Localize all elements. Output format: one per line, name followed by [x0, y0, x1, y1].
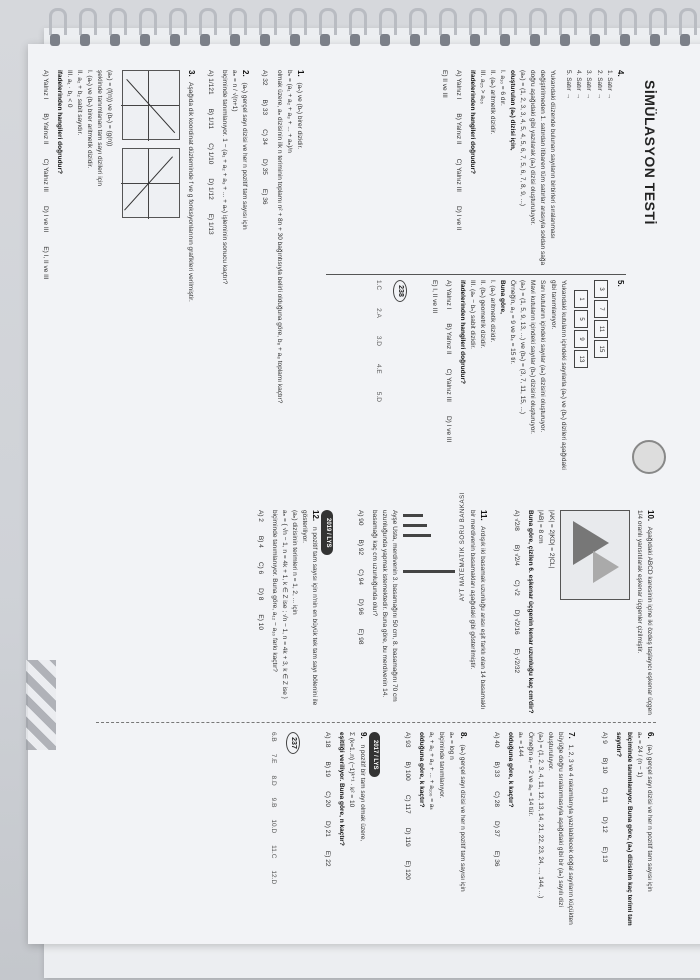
- question-number: 3.: [186, 70, 196, 77]
- statement: III. (aₙ − bₙ) sabit dizidir.: [469, 280, 477, 349]
- statement: II. (aₙ) aritmetik dizidir.: [488, 70, 496, 135]
- option-e: E) I, II ve III: [42, 246, 50, 280]
- number-box: 11: [594, 320, 608, 338]
- answer-key-item: 6.B: [269, 732, 277, 742]
- option-a: A) 9: [601, 732, 609, 744]
- question-body: eşitliği veriliyor. Buna göre, n kaçtır?: [338, 732, 346, 846]
- formula: a₁ + a₂ + a₃ + ... + a₁₀₀ = aₖ: [428, 732, 436, 811]
- spiral-ring-icon: [286, 8, 304, 48]
- rotated-book-content: [42, 60, 666, 950]
- option-d: D) 21: [324, 821, 332, 837]
- option-d: D) 12: [601, 816, 609, 833]
- answer-key: [268, 732, 278, 937]
- option-d: D) 35: [261, 159, 269, 175]
- bullet: Mavi kutuların içindeki sayılar (bₙ) dizisini oluşturuyor.: [529, 280, 537, 434]
- formula: aₙ = { √n − 1, n = 4k + 1, k ∈ Z ise ; √n − 1, n = 4k + 3, k ∈ Z ise }: [280, 510, 288, 699]
- option-a: A) √2/8: [513, 510, 521, 531]
- ladder-figure: [403, 510, 463, 600]
- spiral-ring-icon: [256, 8, 274, 48]
- answer-options: [491, 732, 501, 937]
- spiral-binding: [40, 8, 700, 52]
- exam-year-badge: 2017 / LYS: [369, 732, 380, 777]
- statement: III. a₂₅ > a₂₆: [478, 70, 486, 104]
- column-right: [268, 732, 656, 937]
- question-prompt: olduğuna göre, k kaçtır?: [417, 732, 425, 808]
- option-d: D) 8: [256, 588, 264, 601]
- spiral-ring-icon: [406, 8, 424, 48]
- question-text: 1, 2, 3 ve 4 rakamlarıyla yazılabilecek doğal sayıların küçükten büyüğe doğru sıralanmasıyla aşağıdaki gibi bir (aₙ) sayılı dizi oluşturuluyor.: [546, 732, 575, 925]
- question-number: 11.: [479, 510, 489, 521]
- example: Örneğin a₇ = 2 ve a₈ = 14 tür.: [526, 732, 534, 817]
- question-number: 2.: [241, 70, 251, 77]
- option-e: E) 22: [324, 850, 332, 867]
- page-238: [42, 60, 666, 490]
- option-d: D) I ve III: [42, 205, 50, 233]
- answer-key-item: 11.C: [269, 845, 277, 859]
- option-b: B) 10: [601, 757, 609, 774]
- option-c: C) 11: [601, 787, 609, 803]
- question-body: biçiminde tanımlanıyor. Buna göre, a₁₂ − a₁₀ farkı kaçtır?: [270, 510, 278, 672]
- formula: (aₙ) = (f(n)) ve (bₙ) = (g(n)): [106, 70, 114, 147]
- question-prompt: olduğuna göre, k kaçtır?: [506, 732, 514, 808]
- question-12: [255, 510, 333, 715]
- statement: I. (aₙ) ve (bₙ) birer aritmetik dizidir.: [86, 70, 94, 169]
- graph-f-icon: [122, 70, 180, 140]
- series-title-footer: AYT MATEMATİK SORU BANKASI: [460, 492, 466, 602]
- number-box: 9: [574, 330, 588, 348]
- column-divider: [326, 274, 626, 275]
- option-c: C) 117: [403, 794, 411, 814]
- option-b: B) 19: [324, 761, 332, 778]
- row-label: 1. Satır →: [605, 70, 613, 100]
- option-a: A) 1/121: [206, 70, 214, 95]
- statement: III. a₁ · b₁ < 0: [66, 70, 74, 108]
- option-a: A) 2: [256, 510, 264, 522]
- answer-options: [40, 70, 50, 480]
- question-6: [599, 732, 656, 937]
- formula: aₙ = log n: [448, 732, 456, 760]
- question-10: [511, 510, 656, 715]
- question-intro: Buna göre,: [499, 280, 507, 314]
- number-box: 3: [594, 280, 608, 298]
- answer-key-item: 4.E: [374, 364, 382, 374]
- formula: bₙ = (a₁ + a₂ + a₃ + ... + aₙ)/n: [285, 70, 293, 153]
- option-e: E) 36: [492, 850, 500, 867]
- statement: II. (bₙ) geometrik dizidir.: [479, 280, 487, 349]
- option-a: A) 40: [492, 732, 500, 748]
- question-11: [355, 510, 490, 715]
- option-b: B) Yalnız II: [454, 113, 462, 145]
- question-body: Yukarıdaki düzende bulunan sayıların birbirleri sıralanması değiştirilmeden 1. satırdan itibaren tüm satırlar arasıyla soldan sağa doğru aşağıdaki gibi yazılarak (aₙ) dizisi oluşturuluyor.: [529, 70, 557, 266]
- answer-options: [255, 510, 265, 715]
- answer-options: [511, 510, 521, 715]
- answer-key-item: 3.D: [374, 335, 382, 347]
- answer-key-item: 7.E: [269, 753, 277, 764]
- question-number: 6.: [646, 732, 655, 739]
- sequence-text: (aₙ) = (1, 2, 3, 4, 11, 12, 13, 14, 21, 22, 23, 24, ..., 144, ...): [536, 732, 544, 899]
- option-a: A) Yalnız I: [454, 70, 462, 100]
- spiral-ring-icon: [496, 8, 514, 48]
- answer-key-item: 9.B: [269, 797, 277, 808]
- spiral-ring-icon: [376, 8, 394, 48]
- option-d: D) 1/12: [206, 178, 214, 200]
- option-a: A) 90: [356, 510, 364, 526]
- question-number: 1.: [296, 70, 305, 77]
- option-b: B) √2/4: [513, 544, 521, 566]
- column-left: [417, 70, 626, 270]
- spiral-ring-icon: [316, 8, 334, 48]
- publisher-logo-icon: [632, 440, 666, 474]
- top-boxes: [594, 280, 608, 480]
- formula: Σ (k=1..n) (−1)ᵏ⁺¹ · k² = 10: [348, 732, 356, 808]
- option-c: C) Yalnız III: [454, 158, 462, 192]
- spiral-ring-icon: [136, 8, 154, 48]
- option-d: D) I ve III: [444, 415, 452, 443]
- question-text: Ardışık iki basamak uzunluğu arası eşit farklı olan 14 basamaklı bir merdivenin basamakları aşağıdaki gibi gösterilmiştir.: [468, 510, 487, 710]
- question-number: 12.: [311, 510, 321, 522]
- option-c: C) 20: [324, 791, 332, 807]
- option-d: D) 119: [403, 827, 411, 847]
- row-label: 4. Satır →: [575, 70, 583, 100]
- question-text: n pozitif bir tam sayı olmak üzere,: [358, 744, 366, 842]
- question-text: Aşağıdaki ABCD karesinin içine iki özdeş taşlayıcı eşkenar üçgen 1/4 oranlı yansıtılarak eşkenar üçgenler çizilmiştir.: [635, 510, 653, 715]
- option-e: E) 13: [601, 846, 609, 863]
- option-c: C) Yalnız III: [42, 158, 50, 192]
- spiral-ring-icon: [616, 8, 634, 48]
- formula: aₙ = n / √(n+1): [231, 70, 239, 112]
- question-intro: oluşturulan (aₙ) dizisi için,: [509, 70, 517, 151]
- number-box: 15: [594, 340, 608, 358]
- option-c: C) √2: [513, 579, 521, 596]
- spiral-ring-icon: [196, 8, 214, 48]
- question-number: 5.: [616, 280, 625, 287]
- question-body: Yukarıdaki kutuların içindeki sayılarla (aₙ) ve (bₙ) dizileri aşağıdaki gibi tanımlanıyor.: [549, 280, 567, 470]
- spiral-ring-icon: [346, 8, 364, 48]
- question-body: biçiminde tanımlanıyor.: [438, 732, 446, 799]
- option-b: B) Yalnız II: [42, 113, 50, 145]
- spiral-ring-icon: [106, 8, 124, 48]
- formula: |AB| = 8 cm: [537, 510, 545, 544]
- answer-key-item: 1.C: [374, 280, 382, 291]
- option-c: C) 1/10: [206, 143, 214, 165]
- answer-options: [402, 732, 412, 937]
- answer-options: [429, 280, 453, 480]
- question-prompt: ifadelerinden hangileri doğrudur?: [56, 70, 64, 175]
- statement: I. (aₙ) aritmetik dizidir.: [489, 280, 497, 343]
- answer-options: [205, 70, 215, 480]
- page-number: 238: [393, 280, 407, 302]
- answer-key-item: 2.A: [374, 308, 382, 318]
- question-4: [439, 70, 626, 270]
- option-b: B) 33: [261, 99, 269, 116]
- answer-key-item: 8.D: [269, 775, 277, 786]
- exam-year-badge: 2019 / LYS: [321, 510, 332, 555]
- option-e: E) 120: [403, 860, 411, 880]
- spiral-ring-icon: [76, 8, 94, 48]
- answer-options: [322, 732, 332, 937]
- answer-options: [599, 732, 609, 937]
- spiral-ring-icon: [436, 8, 454, 48]
- option-d: D) I ve II: [454, 205, 462, 231]
- option-e: E) 98: [356, 628, 364, 645]
- answer-options: [259, 70, 269, 480]
- question-3: [40, 70, 197, 480]
- number-box: 7: [594, 300, 608, 318]
- question-8: [402, 732, 469, 937]
- column-right: [373, 280, 626, 480]
- question-body: olmak üzere, aₙ dizisinin ilk n teriminin toplamı n² + 8n + 30 bağıntısıyla belirli olduğuna göre, b₈ + a₈ toplamı kaçtır?: [275, 70, 283, 404]
- question-number: 4.: [616, 70, 625, 77]
- question-text: (aₙ) ve (bₙ) birer dizidir.: [296, 82, 303, 150]
- option-a: A) 18: [324, 732, 332, 748]
- row-label: 3. Satır →: [585, 70, 593, 100]
- row-label: 5. Satır →: [565, 70, 573, 100]
- option-e: E) 1/13: [206, 213, 214, 235]
- test-title: SİMÜLASYON TESTİ: [642, 80, 658, 225]
- spiral-ring-icon: [676, 8, 694, 48]
- question-body: biçiminde tanımlanıyor. Buna göre, (aₙ) dizisinin kaç terimi tam sayıdır?: [615, 732, 633, 926]
- option-b: B) Yalnız II: [444, 323, 452, 355]
- bullet: (aₙ) = (1, 5, 9, 13, ...) ve (bₙ) = (3, 7, 11, 15, ...): [519, 280, 527, 415]
- question-2: [205, 70, 252, 480]
- question-text: Aşağıda dik koordinat düzleminde f ve g fonksiyonlarının grafikleri verilmiştir.: [186, 82, 194, 302]
- spiral-ring-icon: [556, 8, 574, 48]
- option-c: C) 94: [356, 569, 364, 585]
- bottom-boxes: [574, 290, 588, 480]
- row-label: 2. Satır →: [595, 70, 603, 100]
- number-box: 5: [574, 310, 588, 328]
- question-body: şeklinde tanımlanan tam sayı dizileri için: [96, 70, 104, 186]
- option-b: B) 1/11: [206, 108, 214, 130]
- answer-options: [439, 70, 463, 270]
- answer-key-item: 12.D: [269, 870, 277, 885]
- option-b: B) 100: [403, 761, 411, 781]
- statement: I. a₁₀ = 6 dır.: [498, 70, 506, 106]
- option-b: B) 33: [492, 761, 500, 778]
- answer-key-item: 10.D: [269, 819, 277, 834]
- number-box: 1: [574, 290, 588, 308]
- option-d: D) √2/16: [513, 609, 521, 635]
- option-c: C) 34: [261, 129, 269, 145]
- question-9: [322, 732, 380, 937]
- option-b: B) 92: [356, 539, 364, 556]
- option-a: A) Yalnız I: [42, 70, 50, 100]
- square-triangles-figure: [560, 510, 630, 600]
- spiral-ring-icon: [586, 8, 604, 48]
- spiral-ring-icon: [226, 8, 244, 48]
- formula: aₖ = 144: [516, 732, 524, 757]
- option-e: E) I, II ve III: [430, 280, 438, 314]
- statement: II. a₂ + b₂ sabit sayıdır.: [76, 70, 84, 136]
- sequence-text: (aₙ) = (1, 2, 3, 3, 4, 5, 4, 5, 6, 7, 5, 6, 7, 8, 9, ...): [519, 70, 527, 207]
- question-7: [491, 732, 578, 937]
- question-body: Buna göre, çizilen 6. eşkenar üçgenin kenar uzunluğu kaç cm'dir?: [527, 510, 535, 714]
- option-d: D) 37: [492, 821, 500, 837]
- formula: (aₙ) dizisinin terimleri n = 1, 2, ... için: [290, 510, 298, 615]
- question-1: [259, 70, 306, 480]
- question-prompt: ifadelerinden hangileri doğrudur?: [468, 70, 476, 175]
- option-c: C) 6: [256, 561, 264, 575]
- number-box: 13: [574, 350, 588, 368]
- page-237: [46, 510, 666, 940]
- option-e: E) √2/32: [513, 648, 521, 674]
- option-a: A) 32: [261, 70, 269, 86]
- spiral-ring-icon: [166, 8, 184, 48]
- formula: |AK| = 2|KD| = 2|CL|: [547, 510, 555, 569]
- spiral-ring-icon: [646, 8, 664, 48]
- question-text: n pozitif tam sayısı için n'nin en büyük tek tam sayı bölenini ile gösteriliyor.: [300, 510, 319, 706]
- page-number: 237: [286, 732, 300, 754]
- answer-key: [373, 280, 383, 480]
- option-a: A) Yalnız I: [444, 280, 452, 310]
- column-left: [233, 510, 656, 715]
- question-body: biçiminde tanımlanıyor. 1 − (a₁ + a₂ + a₃ + ... + aₙ) işleminin sonucu kaçtır?: [220, 70, 228, 285]
- question-number: 8.: [458, 732, 468, 739]
- option-c: C) 28: [492, 791, 500, 807]
- answer-key-item: 5.D: [374, 391, 382, 402]
- spiral-ring-icon: [526, 8, 544, 48]
- spiral-ring-icon: [466, 8, 484, 48]
- option-b: B) 4: [256, 535, 264, 548]
- question-prompt: ifadelerinden hangileri doğrudur?: [458, 280, 466, 385]
- bullet: Sarı kutuların içindeki sayılar (aₙ) dizisini oluşturuyor.: [539, 280, 547, 433]
- option-e: E) 10: [256, 614, 264, 630]
- option-c: C) Yalnız III: [444, 368, 452, 402]
- question-text: (aₙ) gerçel sayı dizisi ve her n pozitif tam sayısı için: [241, 82, 249, 230]
- answer-options: [355, 510, 365, 715]
- question-number: 9.: [358, 732, 368, 739]
- question-number: 10.: [646, 510, 655, 522]
- question-5: [429, 280, 626, 480]
- spiral-ring-icon: [46, 8, 64, 48]
- option-a: A) 93: [403, 732, 411, 748]
- column-lower: [18, 70, 306, 480]
- graph-g-icon: [122, 148, 180, 218]
- question-text: (aₙ) gerçel sayı dizisi ve her n pozitif tam sayısı için: [458, 744, 466, 892]
- option-d: D) 96: [356, 599, 364, 615]
- question-number: 7.: [567, 732, 577, 739]
- option-e: E) II ve III: [440, 70, 448, 98]
- column-divider: [96, 722, 656, 723]
- option-e: E) 36: [261, 188, 269, 205]
- question-body: Ayşe Usta, merdivenin 3. basamağını 50 cm, 8. basamağını 70 cm uzunluğunda yapmak istemektedir. Buna göre, bu merdivenin 14. basamağı kaç cm uzunluğunda olur?: [370, 510, 398, 702]
- question-text: (aₙ) gerçel sayı dizisi ve her n pozitif tam sayısı için: [646, 744, 653, 892]
- formula: aₙ = 24 / (n − 1): [635, 732, 643, 778]
- example: Örneğin, a₃ = 9 ve b₄ = 15 tir.: [509, 280, 517, 365]
